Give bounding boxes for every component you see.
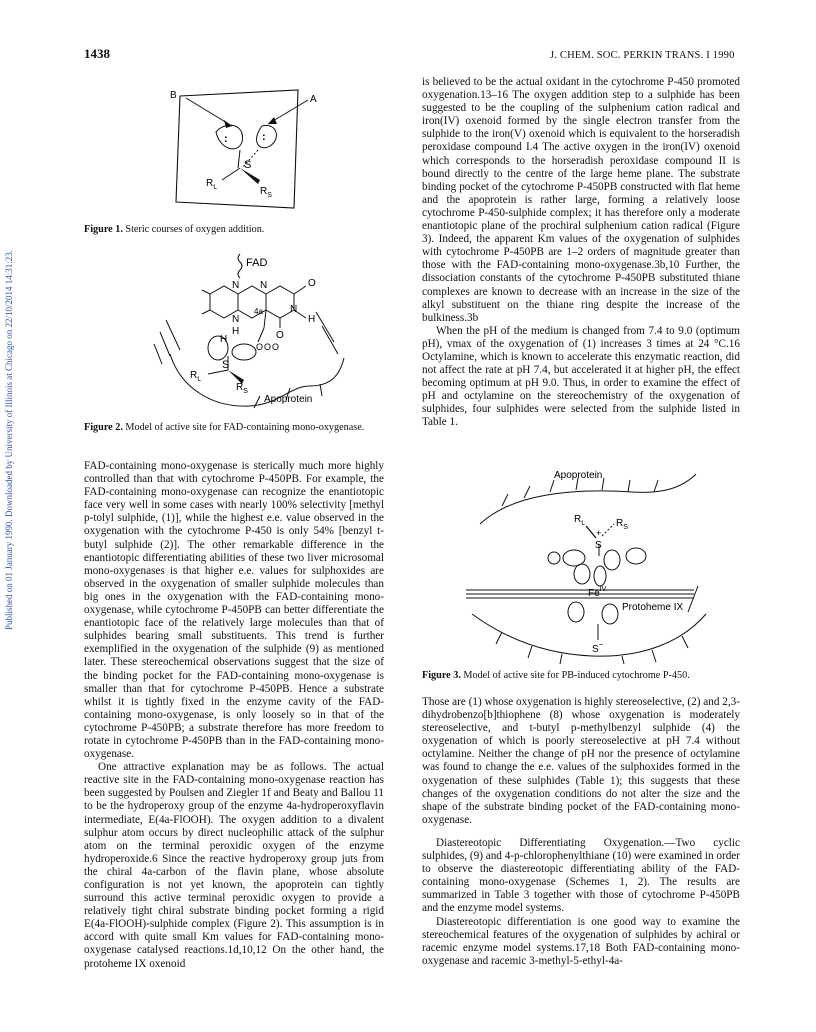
fig2-o5: O (272, 342, 280, 352)
left-column (84, 460, 384, 971)
fig3-thiolate: S− (592, 640, 604, 655)
figure-3-drawing (462, 464, 722, 664)
fig2-h2: H (232, 326, 240, 337)
fig1-label-b: B (170, 90, 177, 101)
fig2-n1: N (232, 280, 240, 291)
right-column-bottom (422, 696, 740, 968)
fig1-rl: $R_L$ (206, 178, 218, 191)
fig2-rl: $R_L$ (190, 370, 202, 383)
fig1-lone-pair-2: : (262, 131, 266, 143)
figure-3 (462, 464, 722, 664)
right-column-top (422, 76, 740, 430)
figure-2-caption-text: Model of active site for FAD-containing mono-oxygenase. (122, 422, 365, 433)
figure-1-drawing (150, 84, 370, 224)
right-paragraph-3: Those are (1) whose oxygenation is highly stereoselective, (2) and 2,3-dihydrobenzo[b]thiophene (8) whose oxygenation is moderately stereoselective, and t-butyl p-methylbenzyl sulphide (4) the oxygenation of which is poorly stereoselective at pH 7.4 without octylamine. Neither the change of pH nor the presence of octylamine was found to change the e.e. values of the sulphoxides formed in the oxygenation of these sulphides (Table 1); this suggests that these changes of the oxygenation conditions do not alter the size and the shape of the substrate binding pocket of the FAD-containing mono-oxygenase. (422, 696, 740, 826)
fig2-n2: N (260, 280, 268, 291)
figure-3-caption-label: Figure 3. (422, 670, 461, 681)
fig2-c4a: 4a (254, 307, 263, 316)
fig3-protoheme: Protoheme IX (622, 602, 684, 613)
left-paragraph-2: One attractive explanation may be as follows. The actual reactive site in the FAD-containing mono-oxygenase reaction has been suggested by Poulsen and Ziegler 1f and Beaty and Ballou 11 to be the hydroperoxy group of the enzyme 4a-hydroperoxyflavin intermediate, E(4a-FlOOH). The oxygen addition to a divalent sulphur atom occurs by direct nucleophilic attack of the sulphur atom on the terminal peroxidic oxygen of the enzyme hydroperoxide.6 Since the reactive hydroperoxy group juts from the chiral 4a-carbon of the flavin plane, whose absolute configuration is not yet known, the apoprotein can tightly surround this active terminal peroxidic oxygen to provide a relatively tight chiral substrate binding pocket forming a rigid E(4a-FlOOH)-sulphide complex (Figure 2). This assumption is in accord with quite small Km values for FAD-containing mono-oxygenase catalysed reactions.1d,10,12 On the other hand, the protoheme IX oxenoid (84, 761, 384, 970)
figure-3-caption (422, 670, 740, 682)
fig2-o3: O (256, 342, 264, 352)
fig2-o2: O (276, 330, 284, 341)
figure-1 (150, 84, 370, 224)
fig1-lone-pair-1: : (224, 133, 228, 145)
figure-3-caption-text: Model of active site for PB-induced cytochrome P-450. (460, 670, 690, 681)
fig2-o1: O (308, 278, 316, 289)
right-paragraph-5: Diastereotopic differentiation is one good way to examine the stereochemical features of the oxygenation of sulphides by achiral or racemic enzyme model systems.17,18 Both FAD-containing mono-oxygenase and racemic 3-methyl-5-ethyl-4a- (422, 915, 740, 967)
fig2-h1: H (308, 314, 316, 325)
figure-1-caption (84, 224, 384, 236)
right-paragraph-4: Diastereotopic Differentiating Oxygenation.—Two cyclic sulphides, (9) and 4-p-chlorophenylthiane (10) were examined in order to observe the diastereotopic differentiating ability of the FAD-containing mono-oxygenase (Schemes 1, 2). The results are summarized in Table 3 together with those of cytochrome P-450PB and the enzyme model systems. (422, 836, 740, 915)
fig3-rs: $R_S$ (616, 518, 628, 531)
right-paragraph-1: is believed to be the actual oxidant in the cytochrome P-450 promoted oxygenation.13–16 The oxygen addition step to a sulphide has been suggested to be the coupling of the sulphenium cation radical and iron(IV) oxenoid formed by the single electron transfer from the sulphide to the iron(V) oxenoid which is equivalent to the horseradish peroxidase compound I.4 The active oxygen in the iron(IV) oxenoid which corresponds to the horseradish peroxidase compound II is bound directly to the centre of the large heme plane. The substrate binding pocket of the cytochrome P-450PB constructed with flat heme and the apoprotein is rather large, forming a relatively loose cytochrome P-450-sulphide complex; it has therefore only a moderate enantiotopic plane of the prochiral sulphenium cation radical (Figure 3). Indeed, the apparent Km values of the oxygenation of sulphides with cytochrome P-450PB are 1–2 orders of magnitude greater than those with the FAD-containing mono-oxygenase.3b,10 Further, the dissociation constants of the cytochrome P-450PB substituted thiane complexes are known to decrease with an increase in the size of the alkyl substituent on the thiane ring despite the increase of the bulkiness.3b (422, 76, 740, 324)
figure-1-caption-label: Figure 1. (84, 224, 123, 235)
fig3-apoprotein: Apoprotein (554, 470, 603, 481)
left-paragraph-1: FAD-containing mono-oxygenase is sterically much more highly controlled than that with cytochrome P-450PB. For example, the FAD-containing mono-oxygenase can recognize the enantiotopic face very well in some cases with nearly 100% selectivity [methyl p-tolyl sulphide, (1)], while the highest e.e. value observed in the oxygenation with the cytochrome P-450 is only 54% [benzyl t-butyl sulphide (2)]. The other remarkable difference in the enantiotopic differentiating abilities of these two liver microsomal mono-oxygenases is that higher e.e. values for sulphoxides are observed in the oxygenation of smaller sulphide molecules than big ones in the oxygenation with the FAD-containing mono-oxygenase, while cytochrome P-450PB can better differentiate the enantiotopic face of the relatively large molecules than that of sulphides bearing small substituents. This trend is further exemplified in the oxygenation of the sulphide (9) as mentioned later. These stereochemical observations suggest that the size of the binding pocket for the FAD-containing mono-oxygenase is smaller than that for cytochrome P-450PB. Hence a substrate whilst it is tightly fixed in the enzyme cavity of the FAD-containing mono-oxygenase, is only loosely so in that of the cytochrome P-450PB; a substrate therefore has more freedom to rotate in cytochrome P-450PB than in the FAD-containing mono-oxygenase. (84, 460, 384, 761)
fig2-sulphur: S (222, 359, 230, 371)
figure-2-caption (84, 422, 384, 434)
fig2-o4: O (264, 342, 272, 352)
fig2-n3: N (290, 304, 298, 315)
right-paragraph-2: When the pH of the medium is changed from 7.4 to 9.0 (optimum pH), vmax of the oxygenation of (1) increases 3 times at 24 °C.16 Octylamine, which is known to accelerate this enzymatic reaction, did not affect the rate at pH 7.4, but accelerated it at higher pH, the effect becoming optimum at pH 9.0. Thus, in order to examine the effect of pH and octylamine on the stereochemistry of the oxygenation of sulphides, four sulphides were selected from the sulphide listed in Table 1. (422, 324, 740, 429)
figure-1-caption-text: Steric courses of oxygen addition. (122, 224, 265, 235)
fig1-sulphur: S (244, 159, 252, 171)
fig1-label-a: A (310, 94, 317, 105)
fig3-sulphur: S (595, 540, 602, 551)
fig1-rs: $R_S$ (260, 186, 272, 199)
journal-header: J. CHEM. SOC. PERKIN TRANS. I 1990 (550, 50, 735, 61)
fig3-plus: + (596, 528, 602, 538)
download-watermark-text: Published on 01 January 1990. Downloaded by University of Illinois at Chicago on 22/10/2014 14:31:23. (4, 250, 14, 630)
fig3-iron: $Fe^{IV}$ (588, 586, 607, 599)
fig2-apoprotein: Apoprotein (264, 394, 313, 405)
fig2-n4: N (232, 314, 240, 325)
page-number: 1438 (84, 46, 110, 61)
figure-2-caption-label: Figure 2. (84, 422, 123, 433)
figure-2 (140, 246, 380, 416)
figure-2-drawing (140, 246, 380, 416)
fig2-fad: FAD (246, 257, 268, 269)
fig2-h3: H (220, 334, 228, 345)
fig3-rl: $R_L$ (574, 514, 586, 527)
fig2-rs: $R_S$ (236, 382, 248, 395)
download-watermark (4, 150, 18, 630)
